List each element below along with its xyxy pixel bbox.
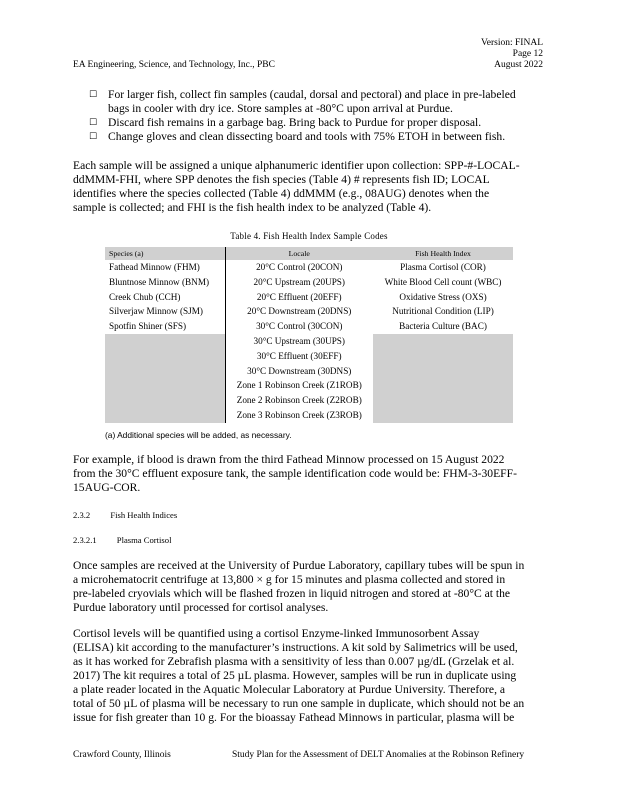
- locale-cell: Zone 2 Robinson Creek (Z2ROB): [225, 393, 373, 408]
- table-row: [105, 393, 513, 408]
- index-cell: Bacteria Culture (BAC): [399, 321, 487, 332]
- fish-health-index-table: [105, 247, 513, 423]
- species-cell: Silverjaw Minnow (SJM): [109, 306, 203, 317]
- locale-cell: Zone 3 Robinson Creek (Z3ROB): [225, 408, 373, 423]
- table-row: [105, 260, 513, 275]
- locale-cell: 30°C Downstream (30DNS): [225, 364, 373, 379]
- header-version: Version: FINAL: [480, 38, 543, 48]
- paragraph-line: 2017) The kit requires a total of 25 µL plasma. However, samples will be run in duplicate using: [73, 669, 517, 682]
- paragraph-line: (ELISA) kit according to the manufacturer’s instructions. A kit sold by Salimetrics will be used,: [73, 641, 518, 654]
- header-page: Page 12: [512, 49, 543, 59]
- locale-cell: 20°C Downstream (20DNS): [225, 304, 373, 319]
- bullet-item: [89, 88, 589, 116]
- checkbox-bullet-icon: ☐: [89, 90, 98, 100]
- index-cell: Nutritional Condition (LIP): [392, 306, 494, 317]
- table-caption: Table 4. Fish Health Index Sample Codes: [230, 231, 388, 241]
- header-company: EA Engineering, Science, and Technology, Inc., PBC: [73, 60, 275, 70]
- bullet-line: For larger fish, collect fin samples (caudal, dorsal and pectoral) and place in pre-labeled: [108, 88, 516, 101]
- locale-cell: 20°C Upstream (20UPS): [225, 275, 373, 290]
- index-cell: [373, 378, 513, 393]
- bullet-line: bags in cooler with dry ice. Store samples at -80°C upon arrival at Purdue.: [108, 102, 453, 115]
- bullet-line: Change gloves and clean dissecting board and tools with 75% ETOH in between fish.: [108, 130, 506, 143]
- table-row: [105, 364, 513, 379]
- bullet-line: Discard fish remains in a garbage bag. Bring back to Purdue for proper disposal.: [108, 116, 482, 129]
- section-title: Plasma Cortisol: [116, 535, 172, 545]
- paragraph-line: identifies where the species collected (Table 4) ddMMM (e.g., 08AUG) denotes when the: [73, 187, 490, 200]
- paragraph-line: a plate reader located in the Aquatic Molecular Laboratory at Purdue University. Therefore, a: [73, 683, 506, 696]
- index-cell: Oxidative Stress (OXS): [399, 291, 487, 302]
- locale-cell: 20°C Control (20CON): [225, 260, 373, 275]
- species-cell: [105, 349, 225, 364]
- table-row: [105, 378, 513, 393]
- table-row: [105, 304, 513, 319]
- bullet-item: [89, 130, 589, 144]
- locale-cell: 20°C Effluent (20EFF): [225, 290, 373, 305]
- locale-cell: 30°C Control (30CON): [225, 319, 373, 334]
- species-cell: Creek Chub (CCH): [109, 291, 181, 302]
- index-cell: White Blood Cell count (WBC): [384, 276, 502, 287]
- index-cell: [373, 364, 513, 379]
- species-cell: [105, 378, 225, 393]
- species-cell: Fathead Minnow (FHM): [109, 262, 200, 272]
- species-cell: [105, 393, 225, 408]
- table-row: [105, 334, 513, 349]
- paragraph-line: issue for fish greater than 10 g. For the bioassay Fathead Minnows in particular, plasma will be: [73, 711, 515, 724]
- index-cell: Plasma Cortisol (COR): [400, 262, 486, 272]
- paragraph-line: Once samples are received at the University of Purdue Laboratory, capillary tubes will be spun in: [73, 559, 525, 572]
- bullet-item: [89, 116, 589, 130]
- column-header-species: Species (a): [105, 247, 225, 260]
- index-cell: [373, 393, 513, 408]
- checkbox-bullet-icon: ☐: [89, 118, 98, 128]
- paragraph-line: 15AUG-COR.: [73, 481, 141, 494]
- paragraph-line: Purdue laboratory until processed for cortisol analyses.: [73, 601, 329, 614]
- header-date: August 2022: [494, 60, 543, 70]
- species-cell: Bluntnose Minnow (BNM): [109, 276, 210, 287]
- paragraph-sample-processing: [73, 559, 583, 615]
- section-number: 2.3.2.1: [73, 535, 97, 545]
- index-cell: [373, 334, 513, 349]
- paragraph-sample-id: [73, 159, 573, 215]
- table-row: [105, 408, 513, 423]
- paragraph-line: total of 50 µL of plasma will be necessary to run one sample in duplicate, which should not be an: [73, 697, 525, 710]
- table-header-row: [105, 247, 513, 260]
- section-heading-2-3-2-1: [73, 535, 171, 545]
- species-cell: Spotfin Shiner (SFS): [109, 321, 187, 332]
- column-header-locale: Locale: [225, 247, 373, 260]
- footer-document-title: Study Plan for the Assessment of DELT Anomalies at the Robinson Refinery: [232, 750, 525, 760]
- checkbox-bullet-icon: ☐: [89, 132, 98, 142]
- table-row: [105, 275, 513, 290]
- species-cell: [105, 364, 225, 379]
- column-header-fish-health-index: Fish Health Index: [373, 247, 513, 260]
- paragraph-line: pre-labeled cryovials which will be flashed frozen in liquid nitrogen and stored at -80°C at the: [73, 587, 511, 600]
- locale-cell: 30°C Effluent (30EFF): [225, 349, 373, 364]
- paragraph-line: Cortisol levels will be quantified using a cortisol Enzyme-linked Immunosorbent Assay: [73, 627, 480, 640]
- index-cell: [373, 408, 513, 423]
- species-cell: [105, 334, 225, 349]
- paragraph-example: [73, 453, 573, 495]
- locale-cell: 30°C Upstream (30UPS): [225, 334, 373, 349]
- paragraph-line: from the 30°C effluent exposure tank, the sample identification code would be: FHM-3-30EFF-: [73, 467, 517, 480]
- paragraph-line: For example, if blood is drawn from the third Fathead Minnow processed on 15 August 2022: [73, 453, 505, 466]
- paragraph-line: ddMMM-FHI, where SPP denotes the fish species (Table 4) # represents fish ID; LOCAL: [73, 173, 490, 186]
- paragraph-line: sample is collected; and FHI is the fish health index to be analyzed (Table 4).: [73, 201, 432, 214]
- paragraph-cortisol-assay: [73, 627, 603, 725]
- paragraph-line: Each sample will be assigned a unique alphanumeric identifier upon collection: SPP-#-LOCAL-: [73, 159, 520, 172]
- section-title: Fish Health Indices: [110, 510, 178, 520]
- paragraph-line: as it has worked for Zebrafish plasma with a sensitivity of less than 0.007 µg/dL (Grzelak et al.: [73, 655, 515, 668]
- index-cell: [373, 349, 513, 364]
- table-row: [105, 349, 513, 364]
- species-cell: [105, 408, 225, 423]
- table-footnote: (a) Additional species will be added, as necessary.: [105, 430, 292, 440]
- table-row: [105, 290, 513, 305]
- footer-location: Crawford County, Illinois: [73, 750, 171, 760]
- locale-cell: Zone 1 Robinson Creek (Z1ROB): [225, 378, 373, 393]
- section-heading-2-3-2: [73, 510, 177, 520]
- section-number: 2.3.2: [73, 510, 91, 520]
- paragraph-line: a microhematocrit centrifuge at 13,800 × g for 15 minutes and plasma collected and stored in: [73, 573, 506, 586]
- table-row: [105, 319, 513, 334]
